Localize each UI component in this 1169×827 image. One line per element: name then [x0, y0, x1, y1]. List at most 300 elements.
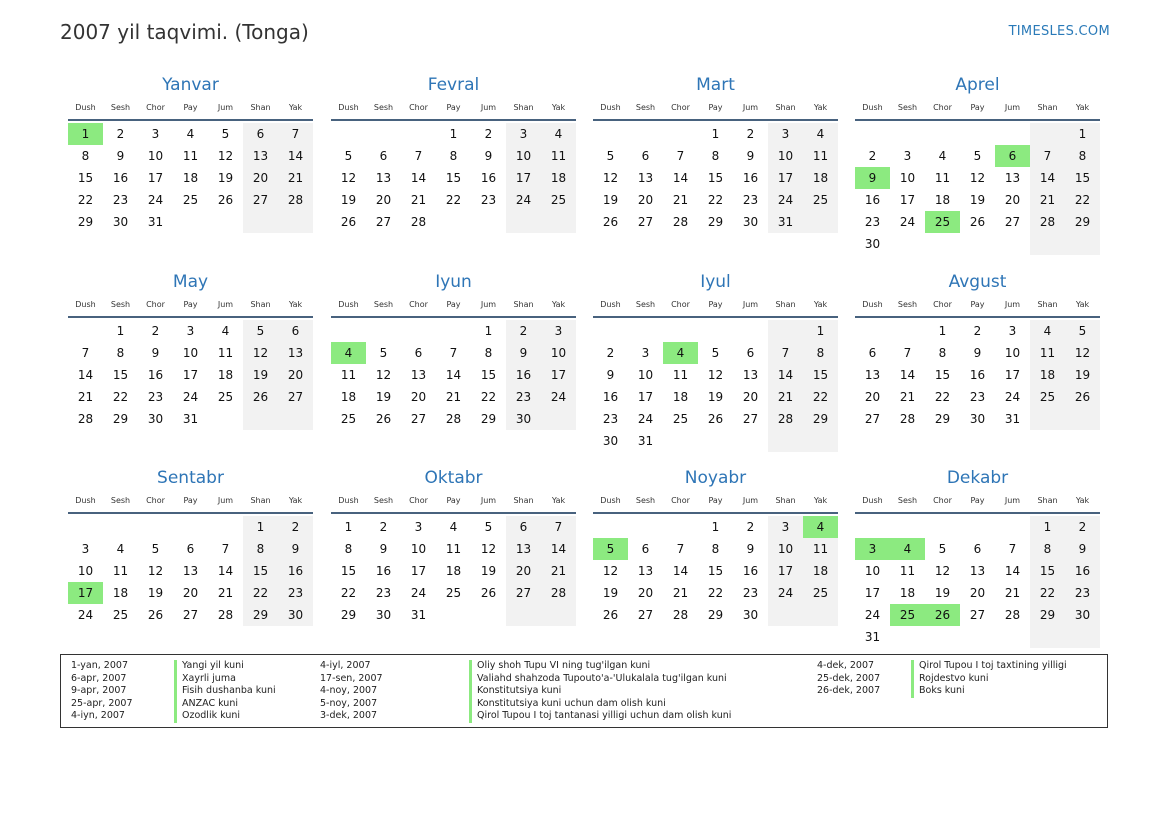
- day-cell: 5: [973, 149, 982, 163]
- weekday-label: Dush: [862, 300, 883, 309]
- weekday-header: [855, 97, 1100, 121]
- day-blank: [768, 320, 803, 342]
- days-grid: [593, 123, 838, 233]
- day-cell: 1: [1065, 123, 1100, 145]
- day-cell: 26: [217, 193, 234, 207]
- day-cell: 8: [1065, 145, 1100, 167]
- day-cell: 2: [973, 324, 982, 338]
- day-cell: 10: [768, 145, 803, 167]
- day-blank: [663, 516, 698, 538]
- day-cell: 16: [742, 171, 759, 185]
- day-cell: 29: [243, 604, 278, 626]
- weekday-label: Dush: [600, 103, 621, 112]
- day-cell: 29: [1030, 604, 1065, 626]
- weekday-header: [331, 294, 576, 318]
- day-cell: 19: [480, 564, 497, 578]
- day-blank: [995, 516, 1030, 538]
- weekday-label: Dush: [338, 103, 359, 112]
- weekday-label: Chor: [146, 496, 165, 505]
- day-cell: 16: [506, 364, 541, 386]
- day-cell: 10: [864, 564, 881, 578]
- day-cell-holiday: 4: [331, 342, 366, 364]
- holiday-date: 26-dek, 2007: [817, 685, 881, 697]
- month-name: Mart: [696, 75, 735, 95]
- day-cell: 8: [711, 542, 720, 556]
- day-blank: [698, 430, 733, 452]
- weekday-header: [855, 294, 1100, 318]
- day-cell: 29: [803, 408, 838, 430]
- weekday-label: Chor: [933, 496, 952, 505]
- day-cell: 13: [410, 368, 427, 382]
- day-cell: 17: [541, 364, 576, 386]
- day-cell: 3: [641, 346, 650, 360]
- day-blank: [1065, 626, 1100, 648]
- weekday-label: Sesh: [110, 103, 131, 112]
- holiday-date: 5-noy, 2007: [320, 697, 378, 709]
- day-cell: 30: [864, 237, 881, 251]
- day-cell: 25: [340, 412, 357, 426]
- days-grid: [68, 123, 313, 233]
- weekday-label: Dush: [862, 496, 883, 505]
- day-cell: 14: [672, 171, 689, 185]
- day-cell: 7: [221, 542, 230, 556]
- day-cell: 19: [375, 390, 392, 404]
- day-cell: 1: [484, 324, 493, 338]
- day-cell: 6: [414, 346, 423, 360]
- day-blank: [401, 123, 436, 145]
- weekday-label: Sesh: [373, 103, 394, 112]
- day-cell: 19: [147, 586, 164, 600]
- weekday-label: Chor: [933, 300, 952, 309]
- day-cell: 13: [182, 564, 199, 578]
- day-cell: 21: [672, 193, 689, 207]
- day-cell: 7: [768, 342, 803, 364]
- day-cell: 23: [480, 193, 497, 207]
- holiday-dates-col-1: [71, 660, 133, 723]
- day-cell: 28: [410, 215, 427, 229]
- day-cell: 5: [221, 127, 230, 141]
- day-blank: [593, 123, 628, 145]
- day-cell: 16: [278, 560, 313, 582]
- day-cell: 1: [344, 520, 353, 534]
- day-cell: 1: [243, 516, 278, 538]
- day-cell: 12: [147, 564, 164, 578]
- day-cell: 11: [541, 145, 576, 167]
- day-cell: 16: [742, 564, 759, 578]
- day-cell: 17: [182, 368, 199, 382]
- day-cell: 23: [112, 193, 129, 207]
- day-cell: 12: [375, 368, 392, 382]
- day-cell: 26: [969, 215, 986, 229]
- day-blank: [768, 430, 803, 452]
- day-cell: 25: [445, 586, 462, 600]
- day-cell: 18: [672, 390, 689, 404]
- day-blank: [995, 626, 1030, 648]
- day-blank: [208, 211, 243, 233]
- day-cell: 8: [803, 342, 838, 364]
- day-cell: 20: [243, 167, 278, 189]
- weekday-label: Yak: [288, 103, 303, 112]
- day-cell: 16: [480, 171, 497, 185]
- day-cell: 29: [112, 412, 129, 426]
- day-cell: 15: [77, 171, 94, 185]
- day-cell: 8: [1030, 538, 1065, 560]
- day-cell: 5: [938, 542, 947, 556]
- day-cell: 9: [746, 542, 755, 556]
- day-cell: 22: [480, 390, 497, 404]
- holiday-name: Qirol Tupou I toj taxtining yilligi: [911, 660, 1067, 673]
- day-cell: 20: [864, 390, 881, 404]
- days-grid: [855, 123, 1100, 255]
- day-blank: [890, 233, 925, 255]
- site-link[interactable]: TIMESLES.COM: [1008, 24, 1110, 39]
- day-cell: 15: [340, 564, 357, 578]
- day-cell: 5: [344, 149, 353, 163]
- day-cell: 9: [606, 368, 615, 382]
- day-blank: [803, 430, 838, 452]
- day-cell: 21: [541, 560, 576, 582]
- day-cell: 19: [969, 193, 986, 207]
- days-grid: [593, 320, 838, 452]
- weekday-label: Chor: [671, 496, 690, 505]
- day-cell: 12: [934, 564, 951, 578]
- day-cell: 29: [1065, 211, 1100, 233]
- holiday-date: 1-yan, 2007: [71, 660, 128, 671]
- day-cell-holiday: 17: [68, 582, 103, 604]
- day-cell: 18: [803, 560, 838, 582]
- weekday-label: Yak: [1075, 496, 1090, 505]
- day-cell: 1: [1030, 516, 1065, 538]
- day-cell: 22: [77, 193, 94, 207]
- weekday-label: Yak: [288, 300, 303, 309]
- day-cell: 9: [116, 149, 125, 163]
- day-cell: 20: [969, 586, 986, 600]
- day-blank: [208, 516, 243, 538]
- weekday-label: Chor: [409, 103, 428, 112]
- weekday-label: Pay: [183, 103, 198, 112]
- day-blank: [698, 320, 733, 342]
- day-blank: [541, 604, 576, 626]
- day-cell: 19: [602, 586, 619, 600]
- day-cell: 11: [803, 538, 838, 560]
- holiday-date: 9-apr, 2007: [71, 685, 127, 697]
- day-cell: 9: [484, 149, 493, 163]
- day-cell: 14: [672, 564, 689, 578]
- day-blank: [663, 430, 698, 452]
- day-cell: 23: [864, 215, 881, 229]
- month-name: Yanvar: [162, 75, 219, 95]
- day-cell: 28: [541, 582, 576, 604]
- day-cell: 3: [151, 127, 160, 141]
- day-cell: 13: [1004, 171, 1021, 185]
- day-cell: 14: [278, 145, 313, 167]
- weekday-label: Sesh: [110, 496, 131, 505]
- day-cell: 8: [116, 346, 125, 360]
- page-title: 2007 yil taqvimi. (Tonga): [60, 20, 309, 44]
- day-cell: 24: [410, 586, 427, 600]
- day-cell: 30: [506, 408, 541, 430]
- day-cell: 20: [742, 390, 759, 404]
- day-cell-holiday: 6: [995, 145, 1030, 167]
- day-cell: 14: [899, 368, 916, 382]
- day-cell: 24: [541, 386, 576, 408]
- day-cell: 26: [602, 215, 619, 229]
- day-cell: 13: [637, 564, 654, 578]
- day-cell-holiday: 1: [68, 123, 103, 145]
- day-cell: 15: [445, 171, 462, 185]
- day-cell: 24: [77, 608, 94, 622]
- day-cell: 7: [449, 346, 458, 360]
- day-cell: 21: [672, 586, 689, 600]
- day-cell: 25: [217, 390, 234, 404]
- weekday-label: Chor: [146, 103, 165, 112]
- holiday-date: 6-apr, 2007: [71, 672, 127, 684]
- day-cell: 30: [375, 608, 392, 622]
- day-cell: 14: [217, 564, 234, 578]
- day-blank: [1030, 408, 1065, 430]
- weekday-label: Sesh: [897, 103, 918, 112]
- weekday-label: Pay: [446, 496, 461, 505]
- weekday-label: Pay: [708, 496, 723, 505]
- weekday-label: Pay: [970, 300, 985, 309]
- weekday-label: Jum: [480, 300, 497, 309]
- day-cell: 22: [707, 586, 724, 600]
- day-cell: 2: [151, 324, 160, 338]
- day-cell: 6: [379, 149, 388, 163]
- holiday-date: 4-dek, 2007: [817, 660, 875, 671]
- day-cell: 21: [410, 193, 427, 207]
- day-cell: 9: [746, 149, 755, 163]
- day-cell: 2: [506, 320, 541, 342]
- month-name: Fevral: [427, 75, 480, 95]
- day-cell: 21: [278, 167, 313, 189]
- day-blank: [628, 123, 663, 145]
- holiday-date: 3-dek, 2007: [320, 710, 378, 722]
- day-cell: 8: [344, 542, 353, 556]
- day-cell: 29: [480, 412, 497, 426]
- weekday-label: Pay: [183, 496, 198, 505]
- day-cell: 30: [147, 412, 164, 426]
- day-cell: 20: [182, 586, 199, 600]
- holiday-names-col-2: [469, 660, 731, 723]
- weekday-label: Yak: [813, 496, 828, 505]
- weekday-label: Pay: [970, 496, 985, 505]
- day-cell: 31: [768, 211, 803, 233]
- weekday-label: Yak: [1075, 103, 1090, 112]
- weekday-label: Shan: [250, 496, 271, 505]
- weekday-label: Dush: [75, 496, 96, 505]
- day-cell: 26: [340, 215, 357, 229]
- day-cell: 11: [899, 564, 916, 578]
- holiday-name: Ozodlik kuni: [174, 710, 276, 723]
- weekday-label: Pay: [446, 300, 461, 309]
- day-cell: 23: [969, 390, 986, 404]
- day-cell-holiday: 25: [890, 604, 925, 626]
- weekday-label: Yak: [551, 103, 566, 112]
- holiday-names-col-3: [911, 660, 1067, 698]
- day-cell: 25: [803, 189, 838, 211]
- weekday-label: Yak: [551, 300, 566, 309]
- day-blank: [663, 320, 698, 342]
- weekday-label: Dush: [600, 496, 621, 505]
- day-cell: 27: [506, 582, 541, 604]
- day-cell-holiday: 4: [890, 538, 925, 560]
- day-cell: 30: [1065, 604, 1100, 626]
- day-cell: 28: [278, 189, 313, 211]
- weekday-label: Dush: [600, 300, 621, 309]
- day-blank: [68, 320, 103, 342]
- day-cell: 18: [1030, 364, 1065, 386]
- weekday-label: Jum: [742, 103, 759, 112]
- weekday-label: Pay: [183, 300, 198, 309]
- day-cell: 23: [147, 390, 164, 404]
- day-cell: 22: [243, 582, 278, 604]
- day-cell: 27: [410, 412, 427, 426]
- day-cell: 1: [449, 127, 458, 141]
- day-cell: 31: [410, 608, 427, 622]
- day-cell: 26: [1065, 386, 1100, 408]
- day-blank: [471, 211, 506, 233]
- day-cell: 31: [147, 215, 164, 229]
- day-cell: 20: [1004, 193, 1021, 207]
- day-blank: [960, 233, 995, 255]
- day-blank: [366, 320, 401, 342]
- day-blank: [890, 123, 925, 145]
- holiday-name: Valiahd shahzoda Tupouto'a-'Ulukalala tug'ilgan kuni: [469, 673, 731, 686]
- day-cell: 3: [1008, 324, 1017, 338]
- day-blank: [103, 516, 138, 538]
- day-cell: 27: [1004, 215, 1021, 229]
- day-cell: 27: [864, 412, 881, 426]
- day-cell: 4: [449, 520, 458, 534]
- day-cell-holiday: 9: [855, 167, 890, 189]
- day-cell: 7: [1030, 145, 1065, 167]
- weekday-label: Shan: [513, 496, 534, 505]
- day-cell: 8: [484, 346, 493, 360]
- day-cell: 26: [147, 608, 164, 622]
- day-blank: [663, 123, 698, 145]
- weekday-header: [855, 490, 1100, 514]
- day-cell: 5: [606, 149, 615, 163]
- month-oktabr: [331, 466, 576, 626]
- day-blank: [506, 604, 541, 626]
- day-blank: [855, 516, 890, 538]
- day-blank: [278, 211, 313, 233]
- day-blank: [890, 320, 925, 342]
- day-cell: 3: [414, 520, 423, 534]
- day-blank: [541, 211, 576, 233]
- day-cell: 11: [182, 149, 199, 163]
- day-cell: 2: [606, 346, 615, 360]
- day-cell: 10: [147, 149, 164, 163]
- month-avgust: [855, 270, 1100, 430]
- day-cell: 21: [217, 586, 234, 600]
- weekday-label: Shan: [775, 496, 796, 505]
- day-cell: 7: [1008, 542, 1017, 556]
- day-blank: [243, 211, 278, 233]
- day-cell: 25: [182, 193, 199, 207]
- day-blank: [1065, 233, 1100, 255]
- day-cell: 2: [746, 127, 755, 141]
- day-blank: [593, 516, 628, 538]
- month-name: Sentabr: [157, 468, 224, 488]
- day-cell: 25: [803, 582, 838, 604]
- holiday-name: Fisih dushanba kuni: [174, 685, 276, 698]
- day-cell: 4: [116, 542, 125, 556]
- day-blank: [960, 626, 995, 648]
- weekday-label: Dush: [75, 300, 96, 309]
- holiday-date: 25-dek, 2007: [817, 672, 881, 684]
- day-cell: 14: [768, 364, 803, 386]
- day-cell-holiday: 5: [593, 538, 628, 560]
- weekday-label: Chor: [146, 300, 165, 309]
- day-cell: 10: [541, 342, 576, 364]
- holiday-name: ANZAC kuni: [174, 698, 276, 711]
- day-cell: 11: [217, 346, 234, 360]
- day-cell: 7: [676, 542, 685, 556]
- day-cell: 27: [278, 386, 313, 408]
- day-cell: 7: [903, 346, 912, 360]
- day-cell: 15: [803, 364, 838, 386]
- day-cell: 28: [672, 608, 689, 622]
- weekday-label: Chor: [933, 103, 952, 112]
- day-cell: 9: [973, 346, 982, 360]
- day-cell: 13: [506, 538, 541, 560]
- day-cell: 12: [969, 171, 986, 185]
- day-cell: 28: [899, 412, 916, 426]
- day-cell: 4: [221, 324, 230, 338]
- day-cell: 14: [541, 538, 576, 560]
- day-cell: 25: [672, 412, 689, 426]
- day-cell: 2: [379, 520, 388, 534]
- holiday-name: Xayrli juma: [174, 673, 276, 686]
- holidays-legend: [60, 654, 1108, 728]
- weekday-label: Sesh: [373, 300, 394, 309]
- day-cell: 3: [768, 123, 803, 145]
- holiday-dates-col-2: [320, 660, 383, 723]
- day-cell: 30: [112, 215, 129, 229]
- weekday-label: Chor: [671, 300, 690, 309]
- day-cell: 6: [641, 542, 650, 556]
- day-cell: 11: [672, 368, 689, 382]
- day-cell: 7: [278, 123, 313, 145]
- day-cell: 15: [1065, 167, 1100, 189]
- month-dekabr: [855, 466, 1100, 648]
- weekday-label: Yak: [1075, 300, 1090, 309]
- weekday-label: Yak: [551, 496, 566, 505]
- month-may: [68, 270, 313, 430]
- month-aprel: [855, 73, 1100, 255]
- day-cell: 9: [151, 346, 160, 360]
- day-blank: [925, 516, 960, 538]
- day-cell-holiday: 4: [803, 516, 838, 538]
- month-noyabr: [593, 466, 838, 626]
- day-cell: 30: [742, 215, 759, 229]
- day-cell: 3: [186, 324, 195, 338]
- day-cell: 1: [711, 520, 720, 534]
- holiday-name: Yangi yil kuni: [174, 660, 276, 673]
- day-cell: 13: [969, 564, 986, 578]
- day-cell: 12: [707, 368, 724, 382]
- day-cell: 23: [375, 586, 392, 600]
- day-cell: 6: [186, 542, 195, 556]
- day-cell: 16: [375, 564, 392, 578]
- day-cell: 7: [541, 516, 576, 538]
- day-blank: [768, 604, 803, 626]
- weekday-header: [68, 97, 313, 121]
- day-blank: [593, 320, 628, 342]
- weekday-label: Shan: [250, 103, 271, 112]
